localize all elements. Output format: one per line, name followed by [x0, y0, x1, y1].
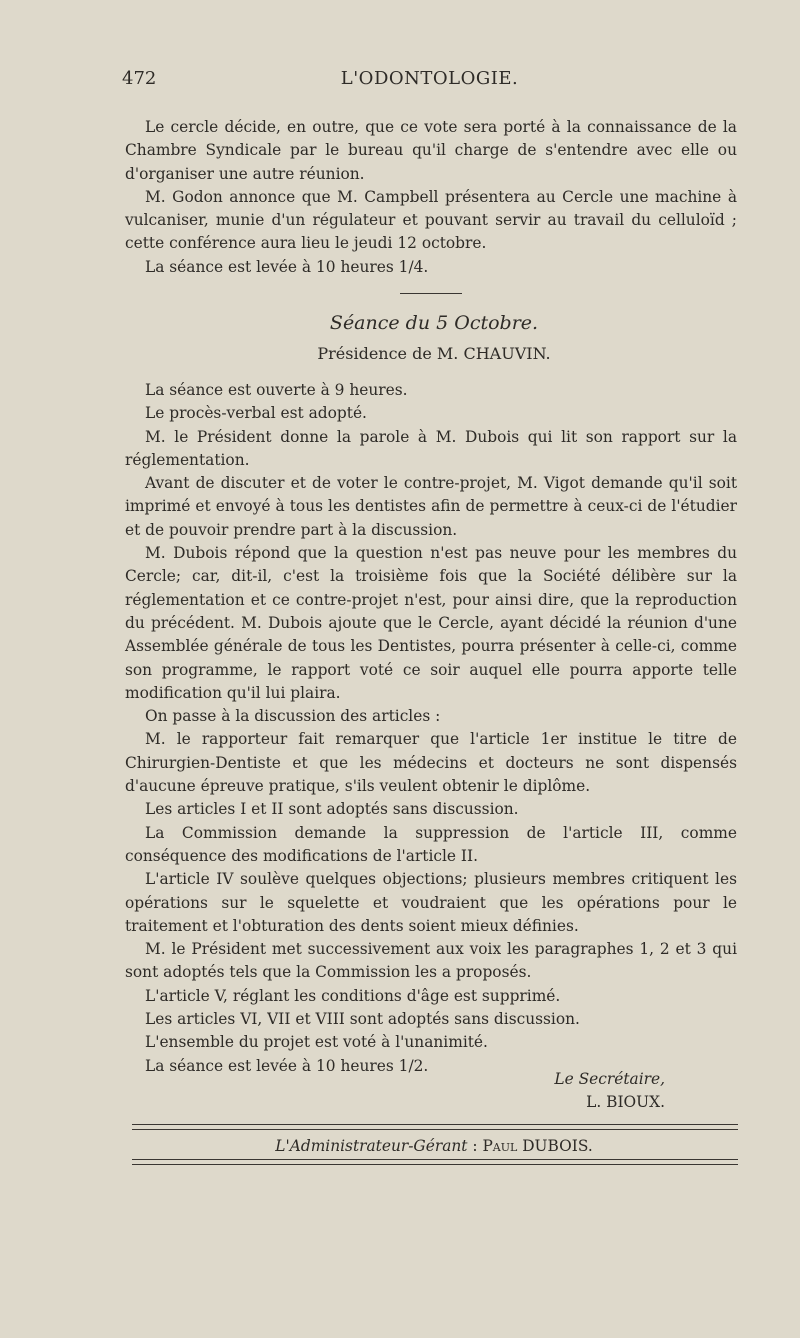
section-divider [400, 293, 462, 294]
signature-block [554, 1068, 665, 1114]
paragraph: La séance est ouverte à 9 heures. [145, 381, 408, 399]
paragraph: Le procès-verbal est adopté. [145, 404, 367, 423]
presidence-line: Présidence de M. CHAUVIN. [317, 344, 551, 363]
paragraph: M. Dubois répond que la question n'est pas neuve pour les membres du Cercle; car, dit-il, c'est la troisième fois que la Société délibère sur la réglementation et ce contre-projet n'est, pour ainsi dire, que la reproduction du précédent. M. Dubois ajoute que le Cercle, ayant décidé la réunion d'une Assemblée générale de tous les Dentistes, pourra présenter à celle-ci, comme son programme, le rapport voté ce soir auquel elle pourra apporte telle modification qu'il lui plaira. [125, 544, 737, 702]
footer-separator: : [467, 1137, 483, 1155]
paragraph: M. le Président met successivement aux voix les paragraphes 1, 2 et 3 qui sont adoptés tels que la Commission les a proposés. [125, 940, 737, 982]
paragraph: M. le Président donne la parole à M. Dubois qui lit son rapport sur la réglementation. [125, 427, 737, 469]
paragraph: M. le rapporteur fait remarquer que l'article 1er institue le titre de Chirurgien-Dentiste et que les médecins et docteurs ne sont dispensés d'aucune épreuve pratique, s'ils veulent obtenir le diplôme. [125, 730, 737, 796]
footer-label: L'Administrateur-Gérant [275, 1137, 468, 1155]
page-header [122, 68, 737, 104]
page-number: 472 [122, 68, 157, 89]
paragraph: La Commission demande la suppression de l'article III, comme conséquence des modifications de l'article II. [125, 823, 737, 865]
footer-rule-bottom [132, 1159, 738, 1165]
section-title: Séance du 5 Octobre. [329, 312, 539, 334]
paragraph: L'article V, réglant les conditions d'âge est supprimé. [145, 986, 561, 1005]
footer-name: Paul DUBOIS. [482, 1137, 593, 1155]
running-title: L'ODONTOLOGIE. [340, 68, 519, 89]
signature-title: Le Secrétaire, [554, 1070, 665, 1088]
paragraph: Les articles VI, VII et VIII sont adoptés sans discussion. [145, 1010, 580, 1029]
paragraph: La séance est levée à 10 heures 1/4. [145, 257, 429, 276]
footer-line [0, 1137, 800, 1155]
paragraph: M. Godon annonce que M. Campbell présentera au Cercle une machine à vulcaniser, munie d'un régulateur et pouvant servir au travail du celluloïd ; cette conférence aura lieu le jeudi 12 octobre. [125, 187, 737, 253]
footer-rule-top [132, 1124, 738, 1130]
paragraph: L'ensemble du projet est voté à l'unanimité. [145, 1033, 488, 1052]
paragraph: Le cercle décide, en outre, que ce vote sera porté à la connaissance de la Chambre Syndicale par le bureau qu'il charge de s'entendre avec elle ou d'organiser une autre réunion. [125, 118, 737, 183]
paragraph: L'article IV soulève quelques objections; plusieurs membres critiquent les opérations sur le squelette et voudraient que les opérations pour le traitement et l'obturation des dents soient mieux définies. [125, 870, 737, 935]
signature-name: L. BIOUX. [586, 1093, 665, 1111]
paragraph: Les articles I et II sont adoptés sans discussion. [145, 800, 519, 819]
session-text [125, 379, 737, 1078]
intro-text [125, 116, 737, 279]
paragraph: On passe à la discussion des articles : [145, 707, 441, 726]
paragraph: Avant de discuter et de voter le contre-projet, M. Vigot demande qu'il soit imprimé et envoyé à tous les dentistes afin de permettre à ceux-ci de l'étudier et de pouvoir prendre part à la discussion. [125, 474, 737, 539]
paragraph: La séance est levée à 10 heures 1/2. [145, 1056, 429, 1075]
